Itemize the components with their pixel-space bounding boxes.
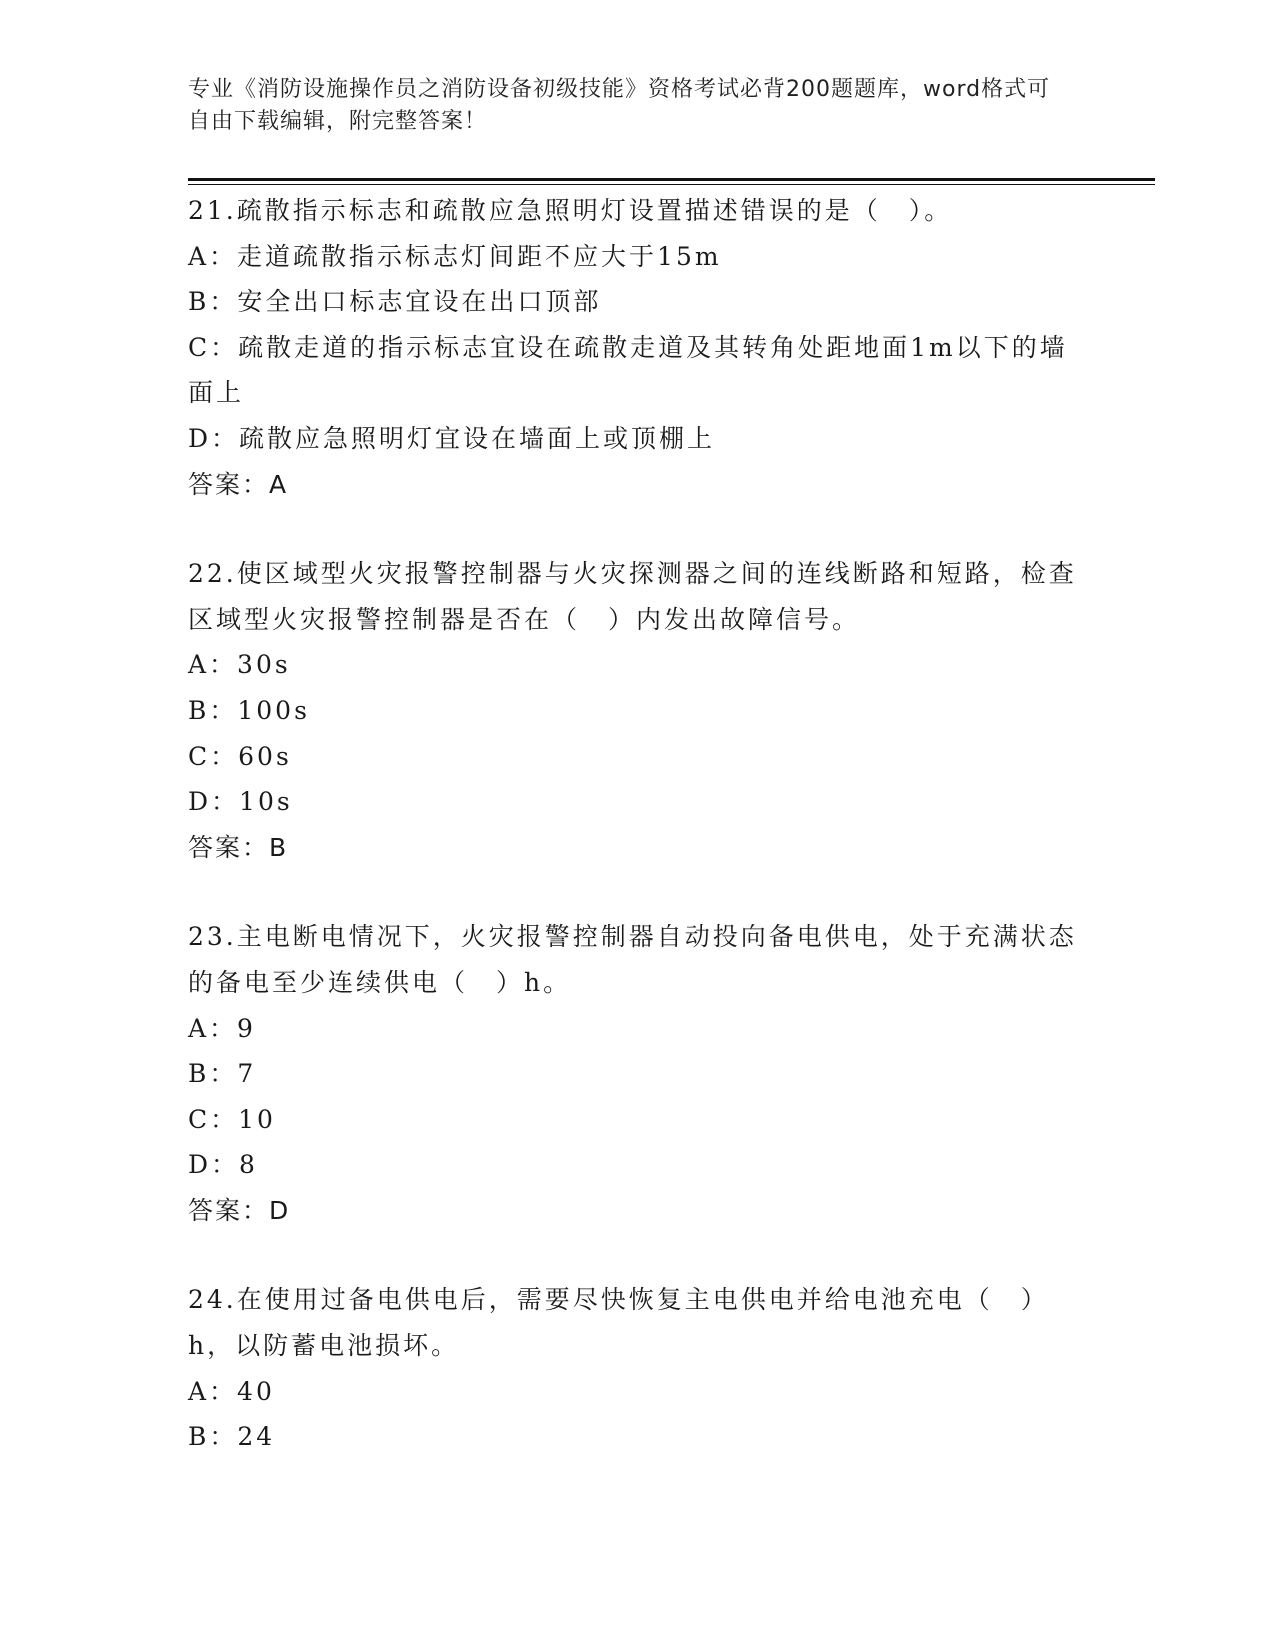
question-23 [188, 914, 1088, 1233]
option-c: C：60s [188, 741, 292, 771]
question-22 [188, 551, 1088, 870]
document-header: 专业《消防设施操作员之消防设备初级技能》资格考试必背200题题库，word格式可自由下载编辑，附完整答案！ [188, 77, 1051, 134]
option-a: A：30s [188, 650, 291, 680]
option-c: C：10 [188, 1104, 276, 1134]
option-b: B：24 [188, 1422, 276, 1452]
option-b: B：安全出口标志宜设在出口顶部 [188, 287, 602, 317]
option-a: A：40 [188, 1376, 275, 1406]
question-stem: 22.使区域型火灾报警控制器与火灾探测器之间的连线断路和短路，检查区域型火灾报警控制器是否在（ ）内发出故障信号。 [188, 559, 1077, 634]
option-b: B：7 [188, 1059, 257, 1089]
option-c: C：疏散走道的指示标志宜设在疏散走道及其转角处距地面1m以下的墙面上 [188, 332, 1068, 408]
header-divider-thin [188, 184, 1155, 185]
option-d: D：疏散应急照明灯宜设在墙面上或顶棚上 [188, 423, 716, 453]
answer-line: 答案：B [188, 832, 289, 862]
option-a: A：9 [188, 1013, 256, 1043]
header-divider-thick [188, 178, 1155, 181]
answer-line: 答案：A [188, 469, 289, 499]
question-stem: 24.在使用过备电供电后，需要尽快恢复主电供电并给电池充电（ ）h，以防蓄电池损坏。 [188, 1285, 1049, 1361]
question-list [188, 188, 1088, 1504]
answer-line: 答案：D [188, 1195, 291, 1225]
option-d: D：10s [188, 787, 293, 817]
option-b: B：100s [188, 695, 310, 725]
option-d: D：8 [188, 1150, 258, 1180]
question-stem: 23.主电断电情况下，火灾报警控制器自动投向备电供电，处于充满状态的备电至少连续供电（ ）h。 [188, 922, 1077, 997]
option-a: A：走道疏散指示标志灯间距不应大于15m [188, 241, 722, 271]
question-24 [188, 1277, 1088, 1459]
question-stem: 21.疏散指示标志和疏散应急照明灯设置描述错误的是（ ）。 [188, 196, 953, 225]
question-21 [188, 188, 1088, 507]
